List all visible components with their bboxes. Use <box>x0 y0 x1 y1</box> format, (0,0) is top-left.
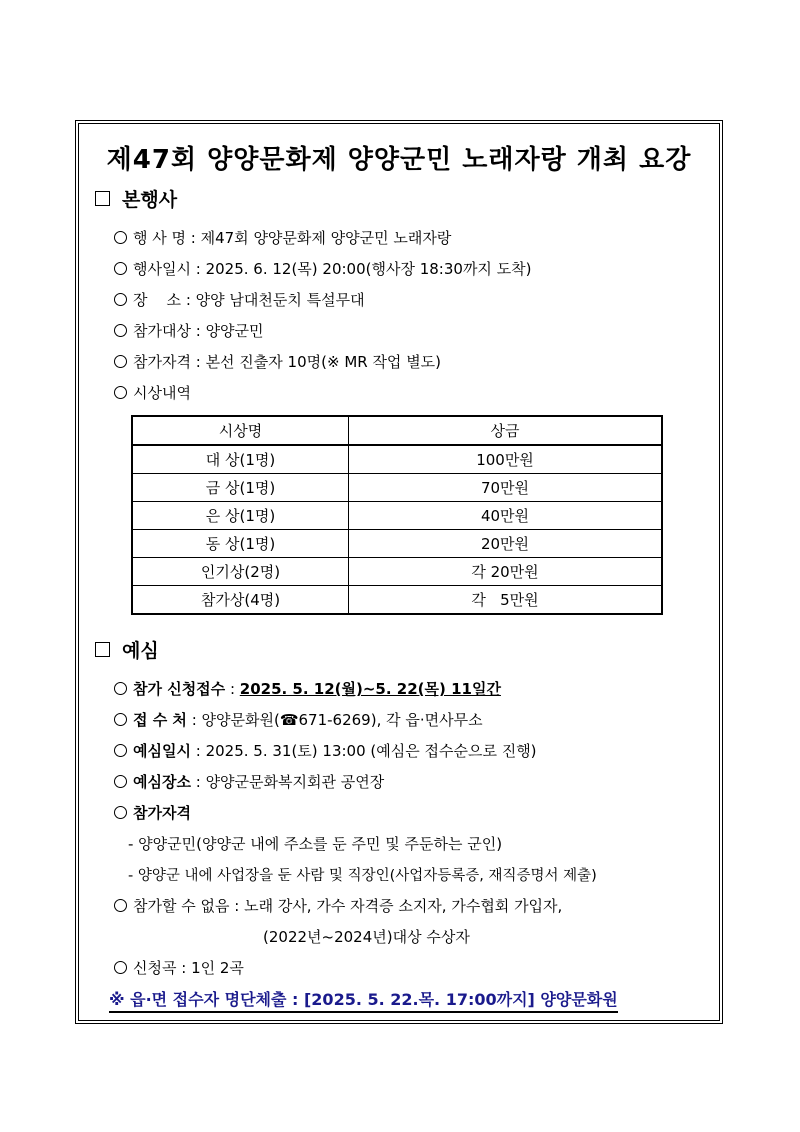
info-label: 접 수 처 <box>133 711 187 729</box>
info-label: 참가할 수 없음 <box>133 897 230 915</box>
circle-bullet-icon <box>114 386 127 399</box>
circle-bullet-icon <box>114 899 127 912</box>
page-title: 제47회 양양문화제 양양군민 노래자랑 개최 요강 <box>106 145 692 175</box>
info-label: 참가대상 <box>133 322 191 340</box>
info-label: 참가자격 <box>133 353 191 371</box>
info-label: 행사일시 <box>133 260 191 278</box>
info-line-songs: 신청곡 : 1인 2곡 <box>114 957 244 978</box>
table-row <box>132 502 662 530</box>
info-value: 양양군문화복지회관 공연장 <box>205 773 385 791</box>
info-line-reception: 접 수 처 : 양양문화원(☎671-6269), 각 읍·면사무소 <box>114 709 483 730</box>
info-value: 2025. 6. 12(목) 20:00(행사장 18:30까지 도착) <box>205 260 532 278</box>
square-bullet-icon <box>95 642 110 657</box>
table-cell: 70만원 <box>349 474 663 502</box>
info-label: 시상내역 <box>133 384 191 402</box>
info-label: 행 사 명 <box>133 229 187 247</box>
info-line-target: 참가대상 : 양양군민 <box>114 320 264 341</box>
info-value: 제47회 양양문화제 양양군민 노래자랑 <box>200 229 452 247</box>
circle-bullet-icon <box>114 806 127 819</box>
info-line-awards <box>114 382 191 403</box>
info-label: 신청곡 <box>133 959 177 977</box>
table-cell: 은 상(1명) <box>132 502 349 530</box>
info-line-qualification: 참가자격 : 본선 진출자 10명(※ MR 작업 별도) <box>114 351 441 372</box>
info-value: 양양 남대천둔치 특설무대 <box>195 291 365 309</box>
circle-bullet-icon <box>114 324 127 337</box>
info-line-event-datetime: 행사일시 : 2025. 6. 12(목) 20:00(행사장 18:30까지 도착) <box>114 258 532 279</box>
info-line-event-name: 행 사 명 : 제47회 양양문화제 양양군민 노래자랑 <box>114 227 451 248</box>
document-frame <box>75 120 723 1024</box>
table-row <box>132 530 662 558</box>
section-heading: 본행사 <box>122 189 178 211</box>
table-cell: 20만원 <box>349 530 663 558</box>
circle-bullet-icon <box>114 231 127 244</box>
ineligible-continuation: (2022년~2024년)대상 수상자 <box>263 928 470 946</box>
table-cell: 금 상(1명) <box>132 474 349 502</box>
info-line-prelim-date: 예심일시 : 2025. 5. 31(토) 13:00 (예심은 접수순으로 진행) <box>114 740 537 761</box>
info-line-ineligible: 참가할 수 없음 : 노래 강사, 가수 자격증 소지자, 가수협회 가입자, <box>114 895 562 916</box>
info-label: 예심장소 <box>133 773 191 791</box>
info-value: 2025. 5. 31(토) 13:00 (예심은 접수순으로 진행) <box>205 742 537 760</box>
table-header-row <box>132 416 662 445</box>
circle-bullet-icon <box>114 713 127 726</box>
table-cell: 100만원 <box>349 445 663 474</box>
table-row <box>132 445 662 474</box>
table-cell: 참가상(4명) <box>132 586 349 615</box>
table-header-cell: 상금 <box>349 416 663 445</box>
prize-table <box>131 415 663 615</box>
table-row <box>132 586 662 615</box>
info-label: 참가 신청접수 <box>133 680 226 698</box>
table-cell: 동 상(1명) <box>132 530 349 558</box>
info-label: 장 소 <box>133 291 182 309</box>
circle-bullet-icon <box>114 744 127 757</box>
eligibility-item: - 양양군 내에 사업장을 둔 사람 및 직장인(사업자등록증, 재직증명서 제출) <box>128 868 597 884</box>
table-cell: 대 상(1명) <box>132 445 349 474</box>
circle-bullet-icon <box>114 262 127 275</box>
circle-bullet-icon <box>114 775 127 788</box>
info-line-eligibility <box>114 802 191 823</box>
info-value: 양양문화원(☎671-6269), 각 읍·면사무소 <box>201 711 483 729</box>
info-label: 예심일시 <box>133 742 191 760</box>
table-row <box>132 474 662 502</box>
circle-bullet-icon <box>114 961 127 974</box>
info-value: 노래 강사, 가수 자격증 소지자, 가수협회 가입자, <box>244 897 563 915</box>
eligibility-item: - 양양군민(양양군 내에 주소를 둔 주민 및 주둔하는 군인) <box>128 835 503 853</box>
info-line-prelim-venue: 예심장소 : 양양군문화복지회관 공연장 <box>114 771 384 792</box>
table-row <box>132 558 662 586</box>
table-cell: 인기상(2명) <box>132 558 349 586</box>
info-line-application: 참가 신청접수 : 2025. 5. 12(월)~5. 22(목) 11일간 <box>114 678 501 699</box>
table-cell: 각 20만원 <box>349 558 663 586</box>
section-preliminary <box>95 636 159 663</box>
table-cell: 40만원 <box>349 502 663 530</box>
submission-notice: ※ 읍·면 접수자 명단체출 : [2025. 5. 22.목. 17:00까지] 양양문화원 <box>109 987 618 1013</box>
info-value: 2025. 5. 12(월)~5. 22(목) 11일간 <box>239 680 501 698</box>
info-value: 1인 2곡 <box>191 959 244 977</box>
info-value: 양양군민 <box>205 322 264 340</box>
info-value: 본선 진출자 10명(※ MR 작업 별도) <box>205 353 442 371</box>
circle-bullet-icon <box>114 355 127 368</box>
table-header-cell: 시상명 <box>132 416 349 445</box>
circle-bullet-icon <box>114 293 127 306</box>
table-cell: 각 5만원 <box>349 586 663 615</box>
circle-bullet-icon <box>114 682 127 695</box>
section-main-event <box>95 185 177 212</box>
info-label: 참가자격 <box>133 804 191 822</box>
square-bullet-icon <box>95 191 110 206</box>
info-line-venue: 장 소 : 양양 남대천둔치 특설무대 <box>114 289 365 310</box>
section-heading: 예심 <box>122 640 159 662</box>
